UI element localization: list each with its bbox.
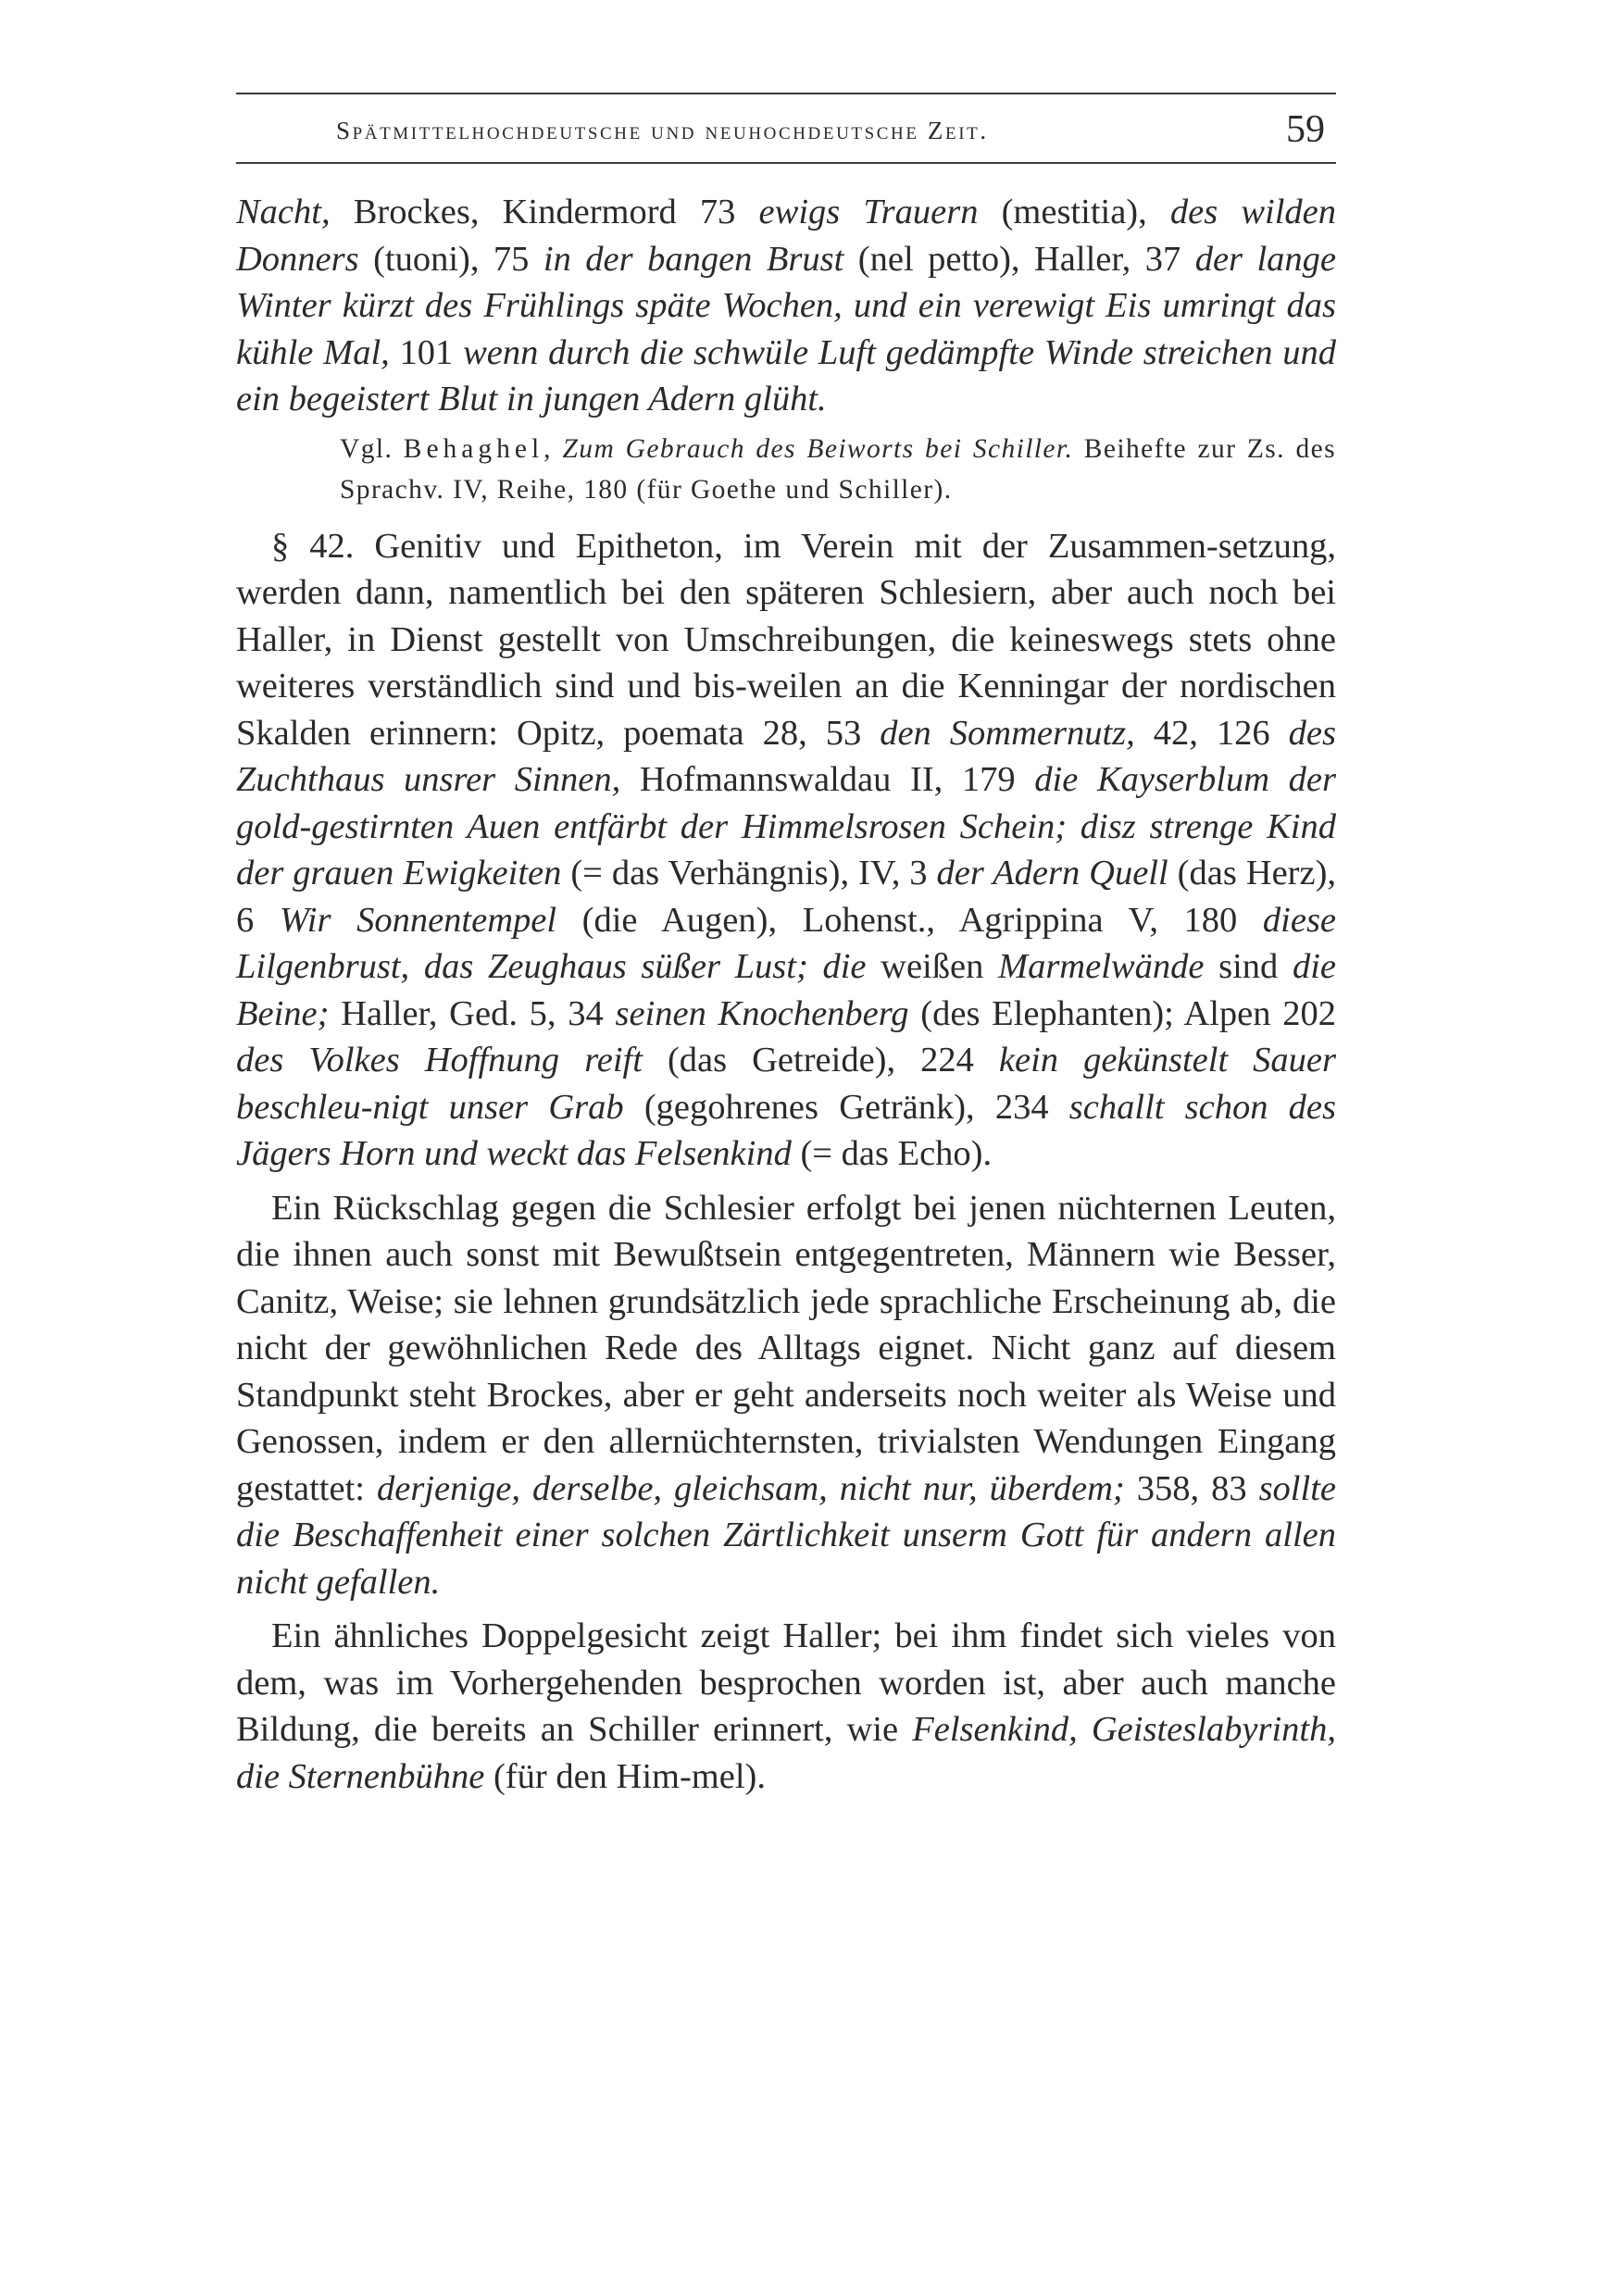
- running-title: Spätmittelhochdeutsche und neuhochdeutsche Zeit.: [336, 117, 989, 144]
- header-top-rule: [236, 93, 1336, 94]
- reference-title: Zum Gebrauch des Beiworts bei Schiller.: [562, 433, 1074, 464]
- header-bottom-rule: [236, 162, 1336, 164]
- page-number: 59: [1286, 108, 1325, 151]
- book-page: [236, 93, 1336, 2222]
- body-text: [236, 189, 1336, 1800]
- running-head: [236, 107, 1336, 159]
- paragraph-4: Ein ähnliches Doppelgesicht zeigt Haller; bei ihm findet sich vieles von dem, was im Vorhergehenden besprochen worden ist, aber auch manche Bildung, die bereits an Schiller erinnert, wie Felsenkind, Geisteslabyrinth, die Sternenbühne (für den Him-mel).: [236, 1616, 1336, 1796]
- paragraph-section-42: § 42. Genitiv und Epitheton, im Verein mit der Zusammen-setzung, werden dann, namentlich bei den späteren Schlesiern, aber auch noch bei Haller, in Dienst gestellt von Umschreibungen, die keineswegs stets ohne weiteres verständlich sind und bis-weilen an die Kenningar der nordischen Skalden erinnern: Opitz, poemata 28, 53 den Sommernutz, 42, 126 des Zuchthaus unsrer Sinnen, Hofmannswaldau II, 179 die Kayserblum der gold-gestirnten Auen entfärbt der Himmelsrosen Schein; disz strenge Kind der grauen Ewigkeiten (= das Verhängnis), IV, 3 der Adern Quell (das Herz), 6 Wir Sonnentempel (die Augen), Lohenst., Agrippina V, 180 diese Lilgenbrust, das Zeughaus süßer Lust; die weißen Marmelwände sind die Beine; Haller, Ged. 5, 34 seinen Knochenberg (des Elephanten); Alpen 202 des Volkes Hoffnung reift (das Getreide), 224 kein gekünstelt Sauer beschleu-nigt unser Grab (gegohrenes Getränk), 234 schallt schon des Jägers Horn und weckt das Felsenkind (= das Echo).: [236, 526, 1337, 1173]
- reference-note: Vgl. Behaghel, Zum Gebrauch des Beiworts bei Schiller. Beihefte zur Zs. des Sprachv. IV, Reihe, 180 (für Goethe und Schiller).: [340, 433, 1336, 505]
- paragraph-3: Ein Rückschlag gegen die Schlesier erfolgt bei jenen nüchternen Leuten, die ihnen auch sonst mit Bewußtsein entgegentreten, Männern wie Besser, Canitz, Weise; sie lehnen grundsätzlich jede sprachliche Erscheinung ab, die nicht der gewöhnlichen Rede des Alltags eignet. Nicht ganz auf diesem Standpunkt steht Brockes, aber er geht anderseits noch weiter als Weise und Genossen, indem er den allernüchternsten, trivialsten Wendungen Eingang gestattet: derjenige, derselbe, gleichsam, nicht nur, überdem; 358, 83 sollte die Beschaffenheit einer solchen Zärtlichkeit unserm Gott für andern allen nicht gefallen.: [236, 1188, 1336, 1602]
- paragraph-1: Nacht, Brockes, Kindermord 73 ewigs Trauern (mestitia), des wilden Donners (tuoni), 75 in der bangen Brust (nel petto), Haller, 37 der lange Winter kürzt des Frühlings späte Wochen, und ein verewigt Eis umringt das kühle Mal, 101 wenn durch die schwüle Luft gedämpfte Winde streichen und ein begeistert Blut in jungen Adern glüht.: [236, 193, 1337, 418]
- author-name: Behaghel: [403, 433, 544, 464]
